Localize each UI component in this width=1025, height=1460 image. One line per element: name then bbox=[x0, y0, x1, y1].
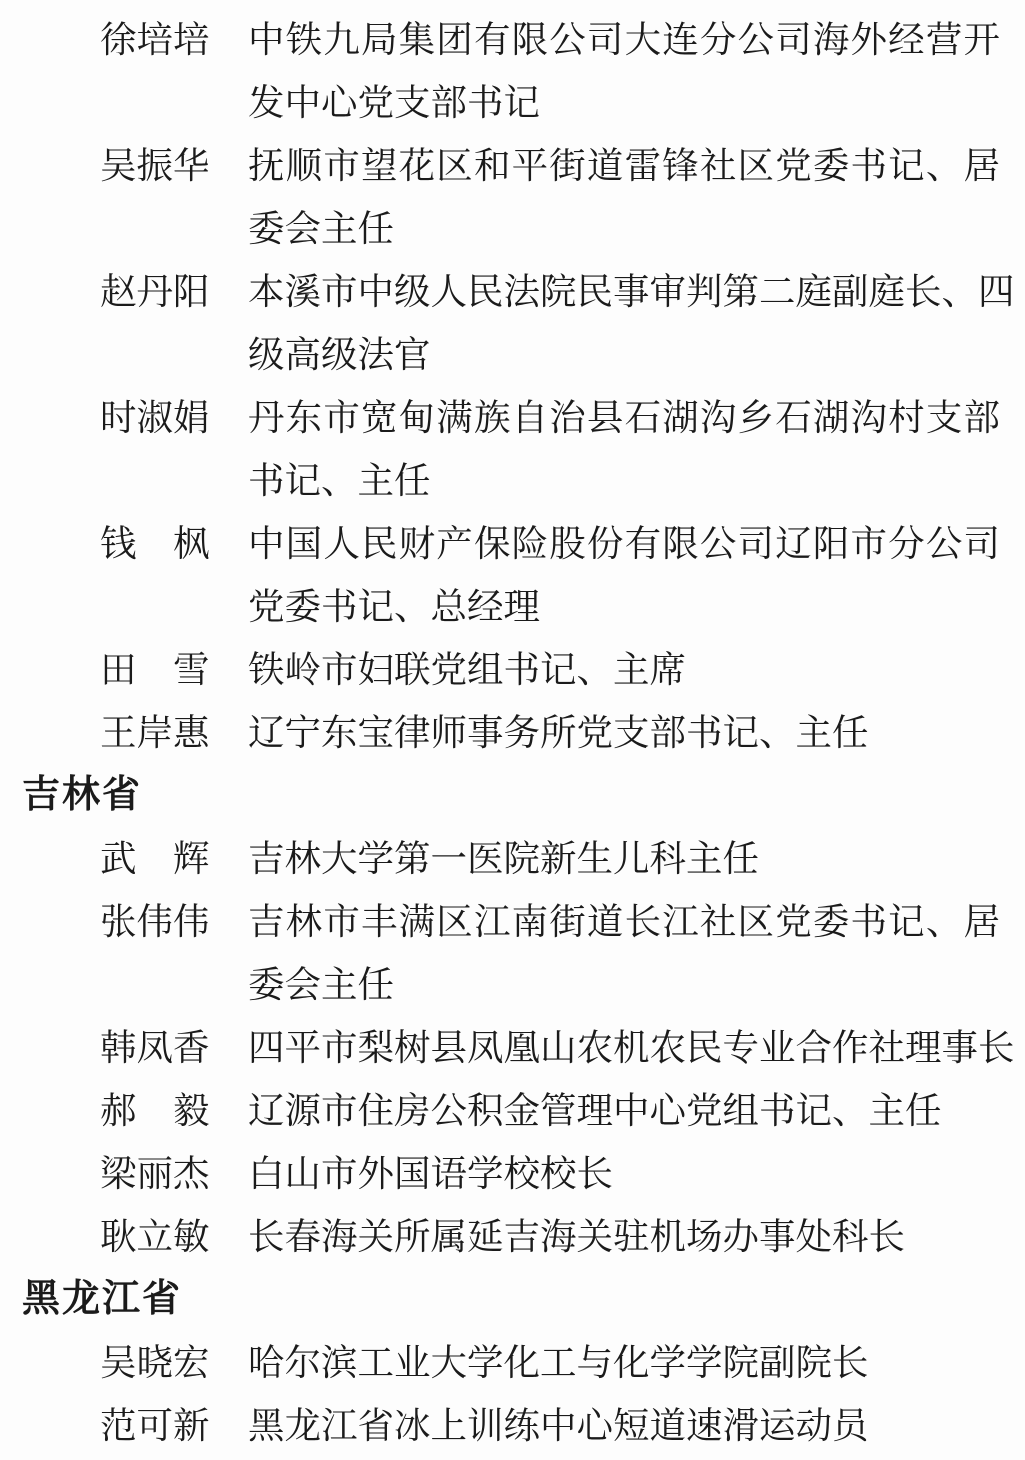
person-title bbox=[248, 386, 1000, 512]
person-name: 赵丹阳 bbox=[100, 271, 210, 312]
list-item bbox=[0, 1079, 1025, 1142]
title-line: 四平市梨树县凤凰山农机农民专业合作社理事长 bbox=[248, 1027, 1015, 1068]
person-title bbox=[248, 638, 1000, 701]
person-name: 吴晓宏 bbox=[100, 1342, 210, 1383]
title-line: 本溪市中级人民法院民事审判第二庭副庭长、四 bbox=[248, 271, 1015, 312]
list-item bbox=[0, 827, 1025, 890]
person-name: 郝 毅 bbox=[100, 1090, 210, 1131]
title-line: 书记、主任 bbox=[248, 460, 431, 501]
person-title bbox=[248, 1205, 1000, 1268]
title-line: 中国人民财产保险股份有限公司辽阳市分公司 bbox=[248, 523, 1000, 564]
title-line: 黑龙江省冰上训练中心短道速滑运动员 bbox=[248, 1405, 869, 1446]
province-header: 黑龙江省 bbox=[22, 1278, 183, 1320]
person-name: 吴振华 bbox=[100, 145, 210, 186]
title-line: 级高级法官 bbox=[248, 334, 431, 375]
person-name: 范可新 bbox=[100, 1405, 210, 1446]
person-title bbox=[248, 1394, 1000, 1457]
list-item bbox=[0, 1205, 1025, 1268]
list-item bbox=[0, 386, 1025, 512]
title-line: 吉林大学第一医院新生儿科主任 bbox=[248, 838, 759, 879]
title-line: 吉林市丰满区江南街道长江社区党委书记、居 bbox=[248, 901, 1000, 942]
list-item bbox=[0, 1331, 1025, 1394]
person-name: 武 辉 bbox=[100, 838, 210, 879]
person-name: 韩凤香 bbox=[100, 1027, 210, 1068]
list-item bbox=[0, 701, 1025, 764]
title-line: 抚顺市望花区和平街道雷锋社区党委书记、居 bbox=[248, 145, 1000, 186]
title-line: 委会主任 bbox=[248, 208, 394, 249]
person-title bbox=[248, 827, 1000, 890]
person-name: 徐培培 bbox=[100, 19, 210, 60]
person-name: 钱 枫 bbox=[100, 523, 210, 564]
list-item bbox=[0, 1394, 1025, 1457]
list-item bbox=[0, 260, 1025, 386]
list-item bbox=[0, 1016, 1025, 1079]
title-line: 铁岭市妇联党组书记、主席 bbox=[248, 649, 686, 690]
person-title bbox=[248, 8, 1000, 134]
title-line: 辽宁东宝律师事务所党支部书记、主任 bbox=[248, 712, 869, 753]
list-item bbox=[0, 890, 1025, 1016]
title-line: 辽源市住房公积金管理中心党组书记、主任 bbox=[248, 1090, 942, 1131]
list-item bbox=[0, 8, 1025, 134]
person-name: 时淑娟 bbox=[100, 397, 210, 438]
person-title bbox=[248, 1142, 1000, 1205]
person-title bbox=[248, 1331, 1000, 1394]
person-name: 张伟伟 bbox=[100, 901, 210, 942]
person-title bbox=[248, 260, 1015, 386]
title-line: 党委书记、总经理 bbox=[248, 586, 540, 627]
person-title bbox=[248, 1016, 1015, 1079]
person-title bbox=[248, 512, 1000, 638]
title-line: 丹东市宽甸满族自治县石湖沟乡石湖沟村支部 bbox=[248, 397, 1000, 438]
title-line: 长春海关所属延吉海关驻机场办事处科长 bbox=[248, 1216, 905, 1257]
title-line: 委会主任 bbox=[248, 964, 394, 1005]
person-title bbox=[248, 890, 1000, 1016]
list-item bbox=[0, 134, 1025, 260]
list-item bbox=[0, 638, 1025, 701]
person-title bbox=[248, 1079, 1000, 1142]
title-line: 哈尔滨工业大学化工与化学学院副院长 bbox=[248, 1342, 869, 1383]
title-line: 白山市外国语学校校长 bbox=[248, 1153, 613, 1194]
title-line: 发中心党支部书记 bbox=[248, 82, 540, 123]
list-item bbox=[0, 512, 1025, 638]
person-title bbox=[248, 701, 1000, 764]
person-name: 王岸惠 bbox=[100, 712, 210, 753]
person-name: 田 雪 bbox=[100, 649, 210, 690]
province-header: 吉林省 bbox=[22, 774, 143, 816]
title-line: 中铁九局集团有限公司大连分公司海外经营开 bbox=[248, 19, 1000, 60]
person-title bbox=[248, 134, 1000, 260]
list-item bbox=[0, 1142, 1025, 1205]
person-name: 耿立敏 bbox=[100, 1216, 210, 1257]
person-name: 梁丽杰 bbox=[100, 1153, 210, 1194]
